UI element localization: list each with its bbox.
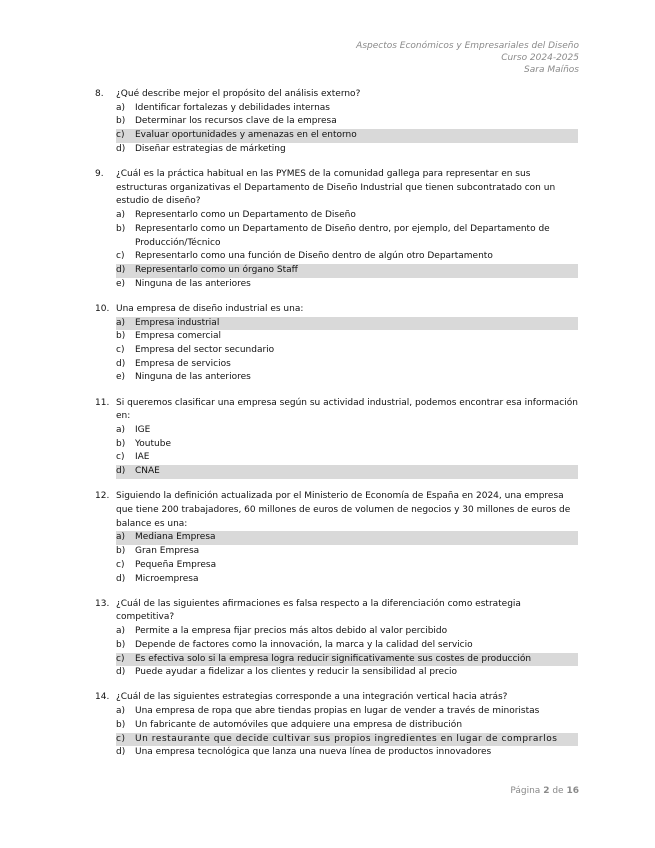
option-letter: b) <box>116 639 126 650</box>
option-b <box>116 115 578 129</box>
option-b <box>116 639 578 653</box>
option-b <box>116 719 578 733</box>
option-a <box>116 102 578 116</box>
option-letter: b) <box>116 546 126 557</box>
option-letter: b) <box>116 223 126 234</box>
option-letter: a) <box>116 317 126 328</box>
option-text: Microempresa <box>135 573 199 584</box>
option-a <box>116 209 578 223</box>
option-letter: e) <box>116 278 126 289</box>
option-c <box>116 250 578 264</box>
question-number: 12. <box>95 491 110 502</box>
question-8 <box>96 88 578 157</box>
page-header <box>356 40 579 76</box>
question-number: 8. <box>95 89 104 99</box>
question-13 <box>96 598 578 680</box>
option-text: Ninguna de las anteriores <box>135 372 251 383</box>
question-number: 14. <box>95 692 110 703</box>
option-text: Determinar los recursos clave de la empresa <box>135 116 337 127</box>
option-a <box>116 625 578 639</box>
option-c <box>116 559 578 573</box>
option-text: Un restaurante que decide cultivar sus propios ingredientes en lugar de comprarlos <box>135 733 558 744</box>
option-text: Representarlo como una función de Diseño dentro de algún otro Departamento <box>135 251 493 262</box>
option-c-highlighted <box>116 733 578 747</box>
option-letter: e) <box>116 372 126 383</box>
option-text: Puede ayudar a fidelizar a los clientes y reducir la sensibilidad al precio <box>135 667 458 678</box>
question-10 <box>96 303 578 385</box>
question-stem: ¿Qué describe mejor el propósito del análisis externo? <box>116 89 361 99</box>
option-text: Representarlo como un órgano Staff <box>135 264 298 275</box>
option-text: Empresa de servicios <box>135 358 231 369</box>
option-text: Ninguna de las anteriores <box>135 278 251 289</box>
option-letter: b) <box>116 438 126 449</box>
option-letter: a) <box>116 532 126 543</box>
question-stem: Una empresa de diseño industrial es una: <box>116 303 304 314</box>
option-text: Evaluar oportunidades y amenazas en el entorno <box>135 130 357 141</box>
option-text: Representarlo como un Departamento de Diseño <box>135 210 356 221</box>
option-letter: a) <box>116 210 126 221</box>
question-stem: Si queremos clasificar una empresa según su actividad industrial, podemos encontrar esa información en: <box>116 397 578 422</box>
header-course-title: Aspectos Económicos y Empresariales del Diseño <box>356 41 579 51</box>
option-text: Empresa industrial <box>135 317 220 328</box>
option-letter: c) <box>116 130 125 141</box>
option-letter: a) <box>116 626 126 637</box>
option-letter: c) <box>116 653 125 664</box>
option-letter: c) <box>116 559 125 570</box>
page-footer <box>510 786 579 796</box>
option-a-highlighted <box>116 317 578 331</box>
option-d <box>116 666 578 680</box>
option-letter: b) <box>116 719 126 730</box>
option-b <box>116 545 578 559</box>
option-a <box>116 424 578 438</box>
option-b <box>116 330 578 344</box>
current-page-number: 2 <box>543 786 550 796</box>
option-text: Gran Empresa <box>135 546 200 557</box>
option-e <box>116 278 578 292</box>
option-a <box>116 705 578 719</box>
option-d-highlighted <box>116 465 578 479</box>
option-letter: d) <box>116 466 126 477</box>
option-b <box>116 223 578 250</box>
total-pages-number: 16 <box>566 786 579 796</box>
option-letter: a) <box>116 102 126 113</box>
question-9 <box>96 168 578 291</box>
option-c-highlighted <box>116 129 578 143</box>
option-text: Representarlo como un Departamento de Diseño dentro, por ejemplo, del Departamento de Producción/Técnico <box>135 223 550 248</box>
option-letter: d) <box>116 143 126 154</box>
option-letter: c) <box>116 251 125 262</box>
option-text: Youtube <box>135 438 171 449</box>
question-number: 13. <box>95 598 110 609</box>
option-text: Pequeña Empresa <box>135 559 217 570</box>
option-text: Es efectiva solo si la empresa logra reducir significativamente sus costes de producción <box>135 653 532 664</box>
option-text: CNAE <box>135 466 160 477</box>
option-text: Un fabricante de automóviles que adquiere una empresa de distribución <box>135 719 463 730</box>
option-a-highlighted <box>116 531 578 545</box>
question-list <box>96 88 578 771</box>
option-letter: d) <box>116 358 126 369</box>
option-letter: d) <box>116 667 126 678</box>
option-letter: c) <box>116 452 125 463</box>
option-text: IAE <box>135 452 150 463</box>
option-text: Mediana Empresa <box>135 532 216 543</box>
option-letter: c) <box>116 733 126 744</box>
option-e <box>116 371 578 385</box>
header-academic-year: Curso 2024-2025 <box>501 53 579 63</box>
option-text: Identificar fortalezas y debilidades internas <box>135 102 330 113</box>
option-c <box>116 451 578 465</box>
option-c-highlighted <box>116 653 578 667</box>
option-letter: a) <box>116 424 126 435</box>
option-d-highlighted <box>116 264 578 278</box>
option-text: Empresa comercial <box>135 331 221 342</box>
page-label: Página <box>510 786 541 796</box>
option-d <box>116 746 578 760</box>
option-letter: c) <box>116 344 125 355</box>
question-12 <box>96 490 578 586</box>
option-text: Permite a la empresa fijar precios más altos debido al valor percibido <box>135 626 448 637</box>
option-text: Diseñar estrategias de márketing <box>135 143 286 154</box>
option-letter: d) <box>116 747 126 758</box>
option-text: Una empresa tecnológica que lanza una nueva línea de productos innovadores <box>135 747 492 758</box>
question-number: 10. <box>95 303 110 314</box>
question-11 <box>96 397 578 479</box>
option-text: IGE <box>135 424 151 435</box>
option-letter: b) <box>116 331 126 342</box>
option-d <box>116 573 578 587</box>
option-letter: d) <box>116 264 126 275</box>
question-stem: Siguiendo la definición actualizada por el Ministerio de Economía de España en 2024, una empresa que tiene 200 trabajadores, 60 millones de euros de volumen de negocios y 30 millones de euros de balance es una: <box>116 491 571 529</box>
of-label: de <box>552 786 564 796</box>
option-letter: b) <box>116 116 126 127</box>
question-stem: ¿Cuál de las siguientes afirmaciones es falsa respecto a la diferenciación como estrategia competitiva? <box>116 598 521 623</box>
option-c <box>116 344 578 358</box>
option-letter: a) <box>116 706 126 717</box>
question-number: 11. <box>95 397 110 408</box>
option-d <box>116 143 578 157</box>
option-b <box>116 438 578 452</box>
question-number: 9. <box>95 169 104 180</box>
question-stem: ¿Cuál de las siguientes estrategias corresponde a una integración vertical hacia atrás? <box>116 692 508 703</box>
option-letter: d) <box>116 573 126 584</box>
option-text: Empresa del sector secundario <box>135 344 275 355</box>
option-d <box>116 358 578 372</box>
option-text: Una empresa de ropa que abre tiendas propias en lugar de vender a través de minoristas <box>135 706 540 717</box>
header-author: Sara Maíños <box>524 65 579 75</box>
option-text: Depende de factores como la innovación, la marca y la calidad del servicio <box>135 639 473 650</box>
question-14 <box>96 691 578 760</box>
question-stem: ¿Cuál es la práctica habitual en las PYMES de la comunidad gallega para representar en sus estructuras organizativas el Departamento de Diseño Industrial que tienen subcontratado con un estudio de diseño? <box>116 169 556 207</box>
